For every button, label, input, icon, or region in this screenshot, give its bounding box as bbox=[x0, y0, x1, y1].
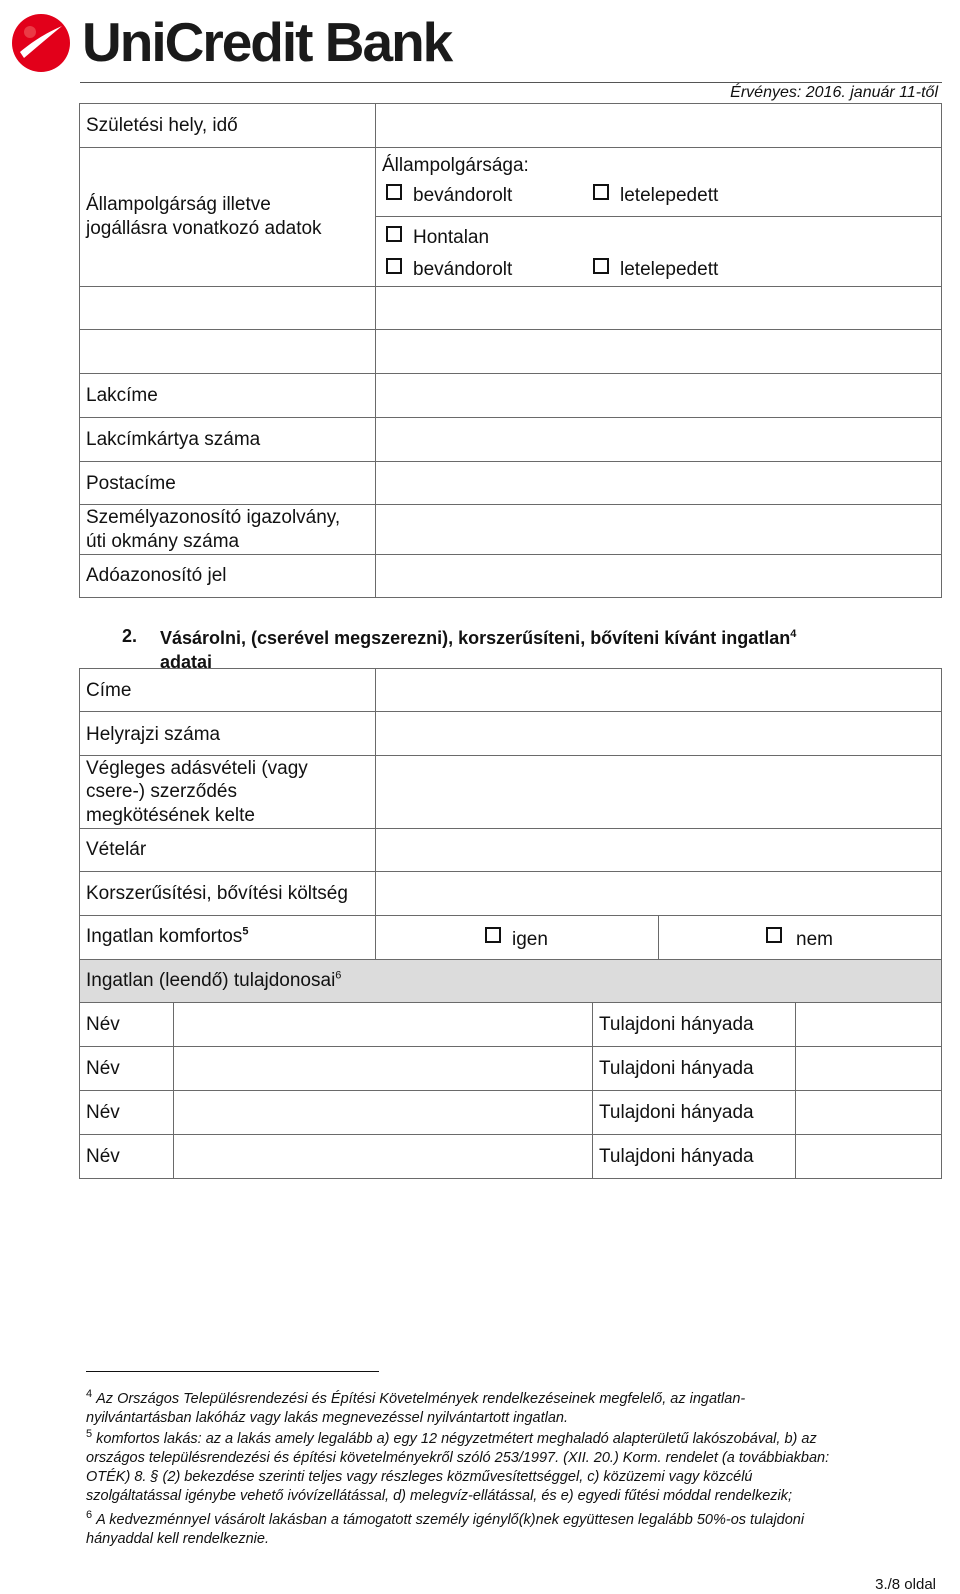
owners-label-text: Ingatlan (leendő) tulajdonosai bbox=[86, 970, 336, 991]
owner-2-share-input-cell[interactable] bbox=[795, 1046, 942, 1091]
owner-4-share-label: Tulajdoni hányada bbox=[599, 1146, 754, 1167]
footnote-6-line2: hányaddal kell rendelkeznie. bbox=[86, 1531, 269, 1547]
brand-name: UniCredit Bank bbox=[82, 11, 452, 73]
owners-label bbox=[86, 969, 341, 993]
contract-label-line2: csere-) szerződés bbox=[86, 781, 237, 802]
owner-2-share-label: Tulajdoni hányada bbox=[599, 1058, 754, 1079]
citizenship-title: Állampolgársága: bbox=[382, 155, 529, 176]
citizenship-label-line1: Állampolgárság illetve bbox=[86, 194, 271, 215]
hontalan-label: Hontalan bbox=[413, 227, 490, 248]
owner-2-name-label: Név bbox=[86, 1058, 120, 1079]
section-number: 2. bbox=[122, 626, 138, 646]
id-label-line1: Személyazonosító igazolvány, bbox=[86, 507, 341, 528]
footnote-5-line1: komfortos lakás: az a lakás amely legalább a) egy 12 négyzetmétert meghaladó alapterületű lakószobával, b) az bbox=[96, 1431, 817, 1447]
address-input-cell[interactable] bbox=[375, 373, 942, 418]
price-input-cell[interactable] bbox=[375, 828, 942, 872]
valid-from-note: Érvényes: 2016. január 11-től bbox=[730, 84, 938, 101]
footnote-rule bbox=[86, 1371, 379, 1372]
footnote-ref-5: 5 bbox=[242, 925, 249, 938]
contract-label-line3: megkötésének kelte bbox=[86, 805, 255, 826]
header-rule bbox=[80, 82, 942, 83]
letelepedett-checkbox-2[interactable] bbox=[593, 258, 609, 274]
comfort-label bbox=[86, 925, 248, 949]
letelepedett-label-2: letelepedett bbox=[620, 259, 719, 280]
address-card-label: Lakcímkártya száma bbox=[86, 429, 261, 450]
bevandorolt-label: bevándorolt bbox=[413, 185, 513, 206]
comfort-yes-label: igen bbox=[512, 929, 548, 950]
address-card-input-cell[interactable] bbox=[375, 417, 942, 462]
owner-1-name-input-cell[interactable] bbox=[173, 1002, 593, 1047]
bevandorolt-checkbox-2[interactable] bbox=[386, 258, 402, 274]
owner-3-share-label: Tulajdoni hányada bbox=[599, 1102, 754, 1123]
owner-4-name-input-cell[interactable] bbox=[173, 1134, 593, 1179]
contract-label-line1: Végleges adásvételi (vagy bbox=[86, 758, 308, 779]
id-label-line2: úti okmány száma bbox=[86, 531, 240, 552]
section-title bbox=[160, 626, 900, 674]
comfort-no-checkbox[interactable] bbox=[766, 927, 782, 943]
owner-1-name-label: Név bbox=[86, 1014, 120, 1035]
footnote-6-mark: 6 bbox=[86, 1509, 93, 1521]
owner-3-name-label: Név bbox=[86, 1102, 120, 1123]
tax-input-cell[interactable] bbox=[375, 554, 942, 598]
footnote-5-line3: OTÉK) 8. § (2) bekezdése szerinti teljes vagy részleges közművesítettséggel, c) közüzemi vagy közcélú bbox=[86, 1469, 753, 1485]
footnote-5-mark: 5 bbox=[86, 1428, 93, 1440]
footnote-ref-4: 4 bbox=[790, 628, 797, 640]
parcel-input-cell[interactable] bbox=[375, 711, 942, 756]
empty-input-cell-2[interactable] bbox=[375, 329, 942, 374]
section-title-line2: adatai bbox=[160, 652, 213, 672]
address-label: Lakcíme bbox=[86, 385, 158, 406]
id-input-cell[interactable] bbox=[375, 504, 942, 555]
modern-cost-input-cell[interactable] bbox=[375, 871, 942, 916]
footnote-5-line4: szolgáltatással igénybe vehető ivóvízellátással, d) melegvíz-ellátással, és e) egyedi fűtési móddal rendelkezik; bbox=[86, 1488, 793, 1504]
footnote-4-mark: 4 bbox=[86, 1388, 93, 1400]
property-address-label: Címe bbox=[86, 680, 132, 701]
section-title-line1: Vásárolni, (cserével megszerezni), korszerűsíteni, bővíteni kívánt ingatlan bbox=[160, 628, 791, 648]
empty-label-cell-2 bbox=[79, 329, 376, 374]
postal-label: Postacíme bbox=[86, 473, 176, 494]
parcel-label: Helyrajzi száma bbox=[86, 724, 221, 745]
footnote-4-line2: nyilvántartásban lakóház vagy lakás megnevezéssel nyilvántartott ingatlan. bbox=[86, 1410, 568, 1426]
owner-4-share-input-cell[interactable] bbox=[795, 1134, 942, 1179]
birth-input-cell[interactable] bbox=[375, 103, 942, 148]
owner-2-name-input-cell[interactable] bbox=[173, 1046, 593, 1091]
citizenship-label-line2: jogállásra vonatkozó adatok bbox=[86, 218, 322, 239]
comfort-yes-checkbox[interactable] bbox=[485, 927, 501, 943]
contract-input-cell[interactable] bbox=[375, 755, 942, 829]
page-number: 3./8 oldal bbox=[875, 1576, 936, 1593]
price-label: Vételár bbox=[86, 839, 147, 860]
footnote-ref-6: 6 bbox=[335, 969, 342, 982]
unicredit-logo-icon bbox=[10, 12, 72, 74]
tax-label: Adóazonosító jel bbox=[86, 565, 227, 586]
modern-cost-label: Korszerűsítési, bővítési költség bbox=[86, 883, 348, 904]
owner-1-share-label: Tulajdoni hányada bbox=[599, 1014, 754, 1035]
bevandorolt-checkbox[interactable] bbox=[386, 184, 402, 200]
letelepedett-label: letelepedett bbox=[620, 185, 719, 206]
comfort-no-label: nem bbox=[796, 929, 833, 950]
footnote-6-line1: A kedvezménnyel vásárolt lakásban a támogatott személy igénylő(k)nek együttesen legalább 50%-os tulajdoni bbox=[96, 1512, 805, 1528]
hontalan-checkbox[interactable] bbox=[386, 226, 402, 242]
empty-label-cell-1 bbox=[79, 286, 376, 330]
comfort-label-text: Ingatlan komfortos bbox=[86, 926, 243, 947]
owner-3-name-input-cell[interactable] bbox=[173, 1090, 593, 1135]
owner-4-name-label: Név bbox=[86, 1146, 120, 1167]
empty-input-cell-1[interactable] bbox=[375, 286, 942, 330]
footnote-6 bbox=[86, 1506, 936, 1549]
footnote-5-line2: országos településrendezési és építési követelményekről szóló 253/1997. (XII. 20.) Korm. rendelet (a továbbiakban: bbox=[86, 1450, 830, 1466]
bevandorolt-label-2: bevándorolt bbox=[413, 259, 513, 280]
owner-1-share-input-cell[interactable] bbox=[795, 1002, 942, 1047]
footnote-5 bbox=[86, 1425, 936, 1506]
birth-label: Születési hely, idő bbox=[86, 115, 238, 136]
footnote-4 bbox=[86, 1385, 936, 1428]
footnote-4-line1: Az Országos Településrendezési és Építési Követelmények rendelkezéseinek megfelelő, az ingatlan- bbox=[96, 1391, 746, 1407]
owner-3-share-input-cell[interactable] bbox=[795, 1090, 942, 1135]
property-address-input-cell[interactable] bbox=[375, 668, 942, 712]
letelepedett-checkbox[interactable] bbox=[593, 184, 609, 200]
postal-input-cell[interactable] bbox=[375, 461, 942, 505]
